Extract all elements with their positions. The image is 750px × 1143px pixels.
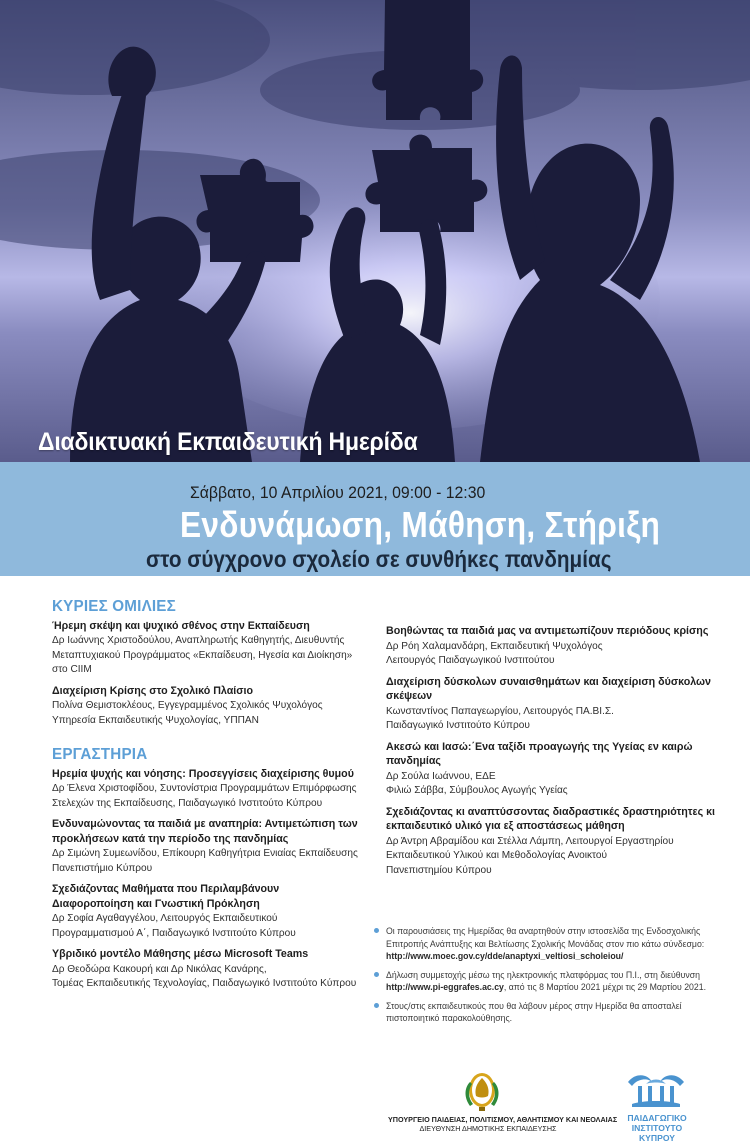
talk-title: Ήρεμη σκέψη και ψυχικό σθένος στην Εκπαίδευση	[52, 619, 310, 632]
talk-speaker: Μεταπτυχιακού Προγράμματος «Εκπαίδευση, Ηγεσία και Διοίκηση»	[52, 648, 353, 661]
workshop-speaker: Δρ Σούλα Ιωάννου, ΕΔΕ	[386, 769, 496, 782]
program-right-column	[386, 624, 726, 884]
talk-speaker: στο CIIM	[52, 663, 92, 675]
workshop-item	[52, 882, 372, 940]
ministry-department: ΔΙΕΥΘΥΝΣΗ ΔΗΜΟΤΙΚΗΣ ΕΚΠΑΙΔΕΥΣΗΣ	[419, 1124, 557, 1133]
workshop-title: Ακεσώ και Ιασώ:΄Ενα ταξίδι προαγωγής της Υγείας εν καιρώ πανδημίας	[386, 740, 693, 767]
workshop-title: Σχεδιάζοντας κι αναπτύσσοντας διαδραστικές δραστηριότητες κι εκπαιδευτικό υλικό για εξ αποστάσεως μάθηση	[386, 805, 716, 832]
workshops-heading: ΕΡΓΑΣΤΗΡΙΑ	[52, 746, 148, 763]
event-subtitle: στο σύγχρονο σχολείο σε συνθήκες πανδημίας	[146, 546, 612, 572]
main-talks-heading: ΚΥΡΙΕΣ ΟΜΙΛΙΕΣ	[52, 598, 176, 615]
workshop-speaker: Δρ Σιμώνη Συμεωνίδου, Επίκουρη Καθηγήτρια Ενιαίας Εκπαίδευσης	[52, 847, 358, 859]
event-type-title: Διαδικτυακή Εκπαιδευτική Ημερίδα	[38, 428, 418, 456]
workshop-speaker: Πανεπιστήμιο Κύπρου	[52, 861, 153, 874]
workshop-speaker: Εκπαιδευτικού Υλικού και Μεθοδολογίας Ανοικτού	[386, 849, 608, 861]
puzzle-piece-2	[365, 135, 487, 232]
workshop-item	[386, 624, 726, 668]
workshop-item	[386, 805, 726, 878]
talk-title: Διαχείριση Κρίσης στο Σχολικό Πλαίσιο	[52, 684, 254, 697]
workshop-title: Διαχείριση δύσκολων συναισθημάτων και διαχείριση δύσκολων σκέψεων	[386, 675, 711, 702]
ministry-line: ΥΠΟΥΡΓΕΙΟ ΠΑΙΔΕΙΑΣ, ΠΟΛΙΤΙΣΜΟΥ, ΑΘΛΗΤΙΣΜΟΥ ΚΑΙ ΝΕΟΛΑΙΑΣ	[388, 1115, 618, 1124]
workshop-title: Ηρεμία ψυχής και νόησης: Προσεγγίσεις διαχείρισης θυμού	[52, 767, 354, 780]
workshop-speaker: Δρ Θεοδώρα Κακουρή και Δρ Νικόλας Κανάρης,	[52, 962, 267, 975]
talk-item	[52, 684, 372, 728]
note-text: Οι παρουσιάσεις της Ημερίδας θα αναρτηθούν στην ιστοσελίδα της Ενδοσχολικής	[386, 925, 701, 936]
workshop-speaker: Παιδαγωγικό Ινστιτούτο Κύπρου	[386, 719, 530, 731]
bullet-icon	[374, 1003, 379, 1008]
note-text	[386, 981, 707, 994]
puzzle-piece-3	[372, 0, 483, 120]
talk-speaker: Υπηρεσία Εκπαιδευτικής Ψυχολογίας, ΥΠΠΑΝ	[52, 713, 259, 726]
workshop-speaker: Προγραμματισμού Α΄, Παιδαγωγικό Ινστιτούτο Κύπρου	[52, 926, 296, 939]
talk-item	[52, 619, 372, 677]
pedagogical-institute-logo-icon	[622, 1068, 690, 1110]
bullet-icon	[374, 972, 379, 977]
ministry-name	[388, 1115, 618, 1133]
workshop-item	[386, 675, 726, 733]
institute-line: ΚΥΠΡΟΥ	[638, 1133, 676, 1143]
title-band	[0, 462, 750, 576]
note-text: Επιτροπής Ανάπτυξης και Βελτίωσης Σχολικής Μονάδας στον πιο κάτω σύνδεσμο:	[386, 937, 705, 949]
workshop-item	[52, 947, 372, 991]
note-text: Δήλωση συμμετοχής μέσω της ηλεκτρονικής πλατφόρμας του Π.Ι., στη διεύθυνση	[386, 968, 700, 980]
registration-link[interactable]: http://www.pi-eggrafes.ac.cy	[386, 981, 504, 992]
workshop-speaker: Πανεπιστημίου Κύπρου	[386, 863, 492, 876]
talk-speaker: Δρ Ιωάννης Χριστοδούλου, Αναπληρωτής Καθηγητής, Διευθυντής	[52, 634, 345, 646]
presentations-link[interactable]: http://www.moec.gov.cy/dde/anaptyxi_veltiosi_scholeiou/	[386, 950, 624, 961]
workshop-speaker: Λειτουργός Παιδαγωγικού Ινστιτούτου	[386, 654, 555, 666]
event-date: Σάββατο, 10 Απριλίου 2021, 09:00 - 12:30	[190, 483, 486, 502]
workshop-speaker: Δρ Έλενα Χριστοφίδου, Συντονίστρια Προγραμμάτων Επιμόρφωσης	[52, 782, 357, 794]
workshop-speaker: Φιλιώ Σάββα, Σύμβουλος Αγωγής Υγείας	[386, 784, 568, 796]
info-notes	[374, 925, 724, 1031]
hero-banner	[0, 0, 750, 462]
workshop-speaker: Δρ Άντρη Αβραμίδου και Στέλλα Λάμπη, Λειτουργοί Εργαστηρίου	[386, 834, 674, 847]
note-item	[374, 925, 724, 963]
workshop-speaker: Κωνσταντίνος Παπαγεωργίου, Λειτουργός ΠΑ.ΒΙ.Σ.	[386, 704, 614, 717]
workshop-item	[386, 740, 726, 798]
note-item	[374, 969, 724, 994]
note-text: πιστοποιητικό παρακολούθησης.	[386, 1012, 513, 1023]
workshop-title: Βοηθώντας τα παιδιά μας να αντιμετωπίζουν περιόδους κρίσης	[386, 625, 709, 637]
institute-line: ΠΑΙΔΑΓΩΓΙΚΟ ΙΝΣΤΙΤΟΥΤΟ	[627, 1113, 687, 1133]
workshop-title: Υβριδικό μοντέλο Μάθησης μέσω Microsoft Teams	[52, 948, 309, 960]
workshop-item	[52, 817, 372, 875]
cyprus-coat-of-arms-icon	[462, 1068, 502, 1114]
registration-dates: , από τις 8 Μαρτίου 2021 μέχρι τις 29 Μαρτίου 2021.	[503, 981, 707, 992]
workshop-title: Ενδυναμώνοντας τα παιδιά με αναπηρία: Αντιμετώπιση των προκλήσεων κατά την περίοδο της πανδημίας	[52, 818, 358, 845]
note-text: Στους/στις εκπαιδευτικούς που θα λάβουν μέρος στην Ημερίδα θα αποσταλεί	[386, 999, 682, 1011]
workshop-speaker: Δρ Ρόη Χαλαμανδάρη, Εκπαιδευτική Ψυχολόγος	[386, 639, 603, 652]
talk-speaker: Πολίνα Θεμιστοκλέους, Εγγεγραμμένος Σχολικός Ψυχολόγος	[52, 699, 323, 711]
hero-illustration	[0, 0, 750, 462]
workshop-title: Σχεδιάζοντας Μαθήματα που Περιλαμβάνουν Διαφοροποίηση και Γνωστική Πρόκληση	[52, 883, 280, 910]
institute-name	[604, 1113, 710, 1143]
workshop-speaker: Στελεχών της Εκπαίδευσης, Παιδαγωγικό Ινστιτούτο Κύπρου	[52, 796, 323, 809]
workshop-speaker: Δρ Σοφία Αγαθαγγέλου, Λειτουργός Εκπαιδευτικού	[52, 912, 278, 924]
program-left-column	[52, 600, 372, 998]
event-title: Ενδυνάμωση, Μάθηση, Στήριξη	[180, 504, 661, 545]
note-item	[374, 1000, 724, 1025]
workshop-item	[52, 767, 372, 811]
bullet-icon	[374, 928, 379, 933]
workshop-speaker: Τομέας Εκπαιδευτικής Τεχνολογίας, Παιδαγωγικό Ινστιτούτο Κύπρου	[52, 977, 357, 989]
